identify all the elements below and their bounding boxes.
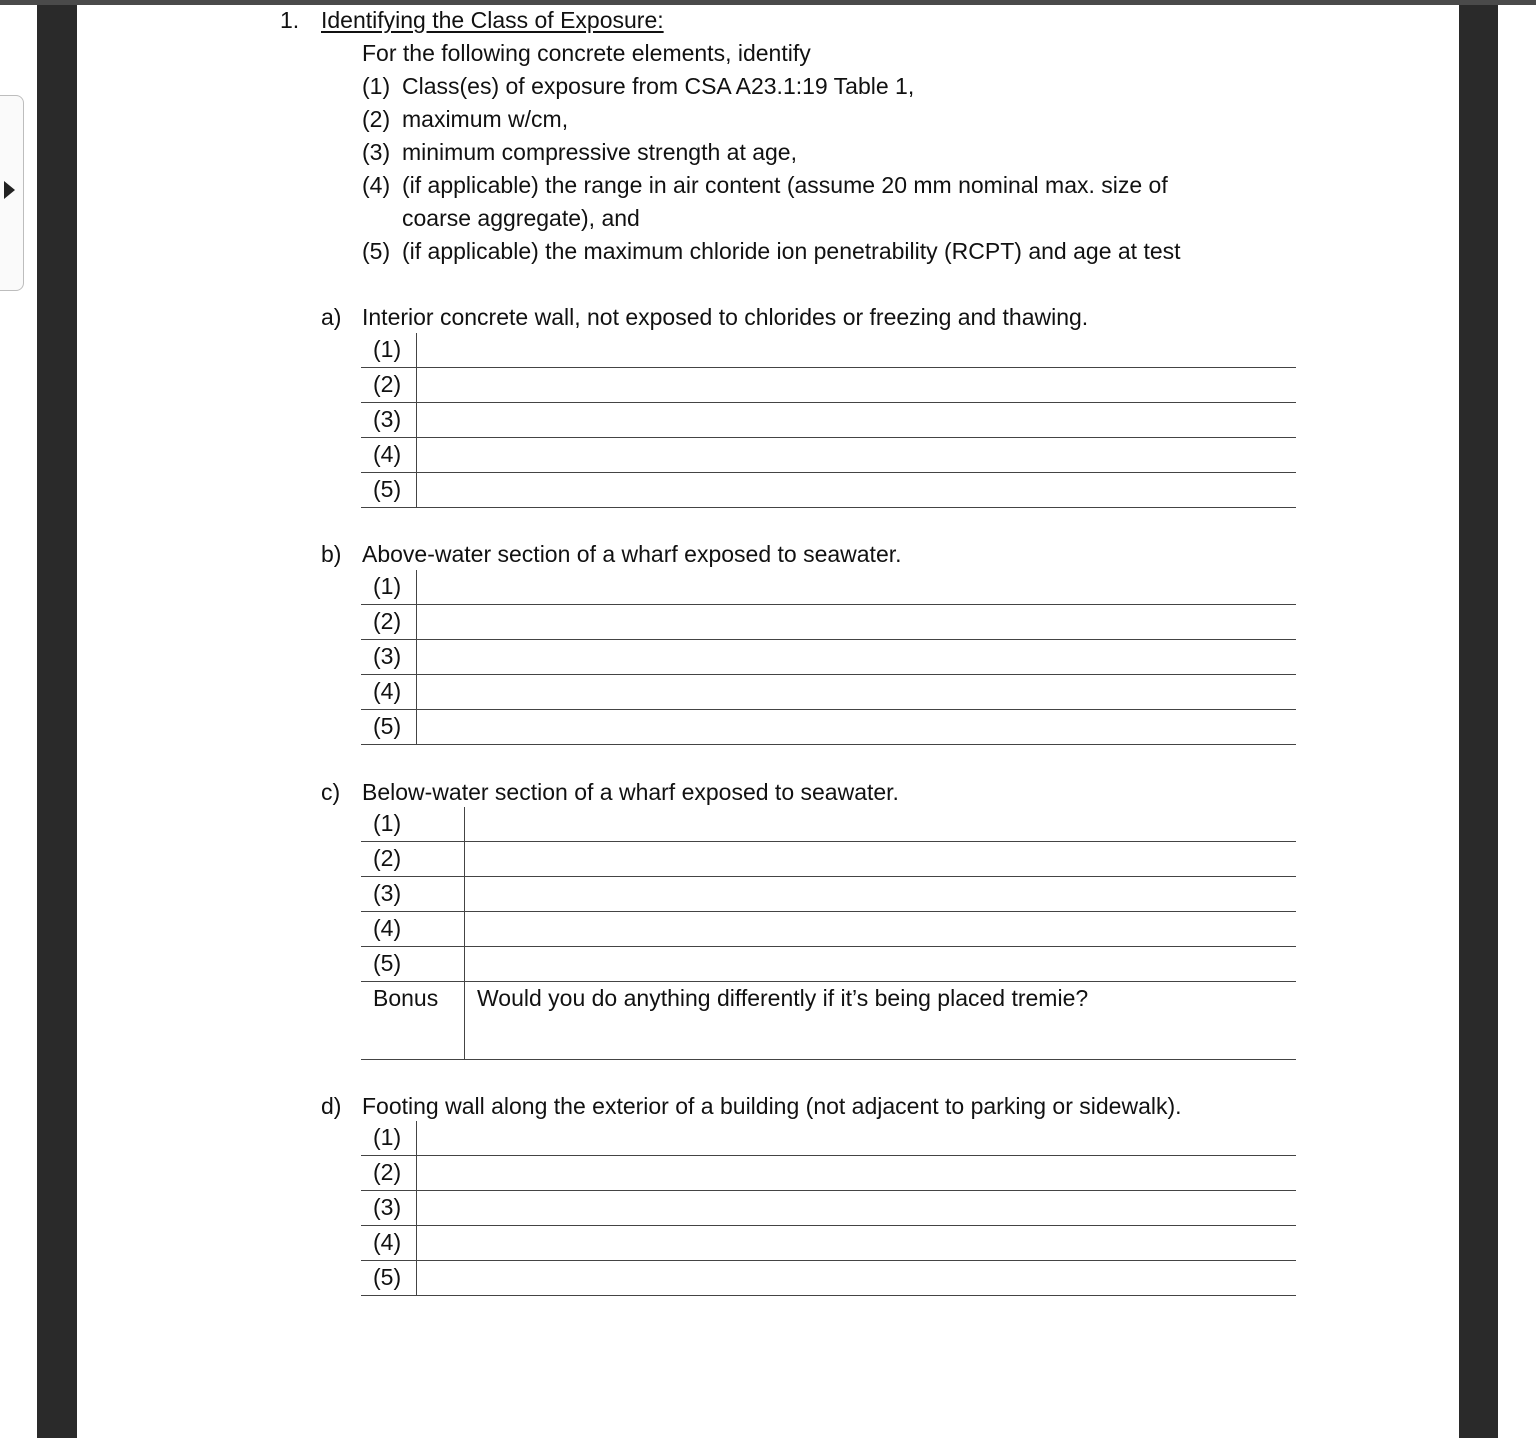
answer-cell[interactable]	[465, 877, 1296, 911]
bonus-row	[361, 982, 1296, 1060]
viewer-left-margin	[37, 5, 77, 1438]
answer-row	[361, 1156, 1296, 1191]
answer-row	[361, 605, 1296, 640]
requirement-text-continuation: coarse aggregate), and	[402, 205, 640, 231]
part-d-text: Footing wall along the exterior of a building (not adjacent to parking or sidewalk).	[362, 1093, 1182, 1119]
answer-cell[interactable]	[417, 1191, 1296, 1225]
part-d-letter: d)	[321, 1093, 342, 1119]
answer-cell[interactable]	[417, 1226, 1296, 1260]
answer-row	[361, 403, 1296, 438]
row-label: (3)	[361, 403, 417, 437]
row-label: (5)	[361, 1261, 417, 1295]
answer-cell[interactable]	[417, 605, 1296, 639]
question-intro: For the following concrete elements, identify	[362, 40, 811, 66]
answer-cell[interactable]	[465, 912, 1296, 946]
answer-row	[361, 877, 1296, 912]
requirement-text: maximum w/cm,	[402, 106, 569, 132]
requirement-number: (2)	[362, 106, 391, 132]
answer-cell[interactable]	[417, 438, 1296, 472]
answer-cell[interactable]	[417, 403, 1296, 437]
requirement-number: (1)	[362, 73, 391, 99]
part-a-text: Interior concrete wall, not exposed to chlorides or freezing and thawing.	[362, 304, 1089, 330]
answer-row	[361, 842, 1296, 877]
part-b-letter: b)	[321, 541, 342, 567]
answer-row	[361, 807, 1296, 842]
row-label: (3)	[361, 640, 417, 674]
viewer-right-margin	[1459, 5, 1498, 1438]
expand-arrow-icon[interactable]	[4, 181, 15, 199]
part-a-letter: a)	[321, 304, 342, 330]
answer-row	[361, 675, 1296, 710]
answer-row	[361, 1191, 1296, 1226]
part-b-answer-table	[361, 570, 1296, 745]
requirement-number: (5)	[362, 238, 391, 264]
answer-cell[interactable]	[417, 675, 1296, 709]
row-label: (3)	[361, 1191, 417, 1225]
row-label: (1)	[361, 1121, 417, 1155]
answer-row	[361, 473, 1296, 508]
answer-row	[361, 710, 1296, 745]
row-label: (4)	[361, 438, 417, 472]
part-c-answer-table	[361, 807, 1296, 1060]
bonus-question[interactable]: Would you do anything differently if it’s being placed tremie?	[477, 985, 1089, 1011]
viewer-top-bar	[0, 0, 1536, 5]
part-a-answer-table	[361, 333, 1296, 508]
answer-row	[361, 640, 1296, 675]
answer-row	[361, 1226, 1296, 1261]
bonus-label: Bonus	[361, 982, 465, 1059]
question-title: Identifying the Class of Exposure:	[321, 7, 664, 33]
answer-cell[interactable]	[465, 842, 1296, 876]
row-label: (4)	[361, 912, 465, 946]
question-number: 1.	[280, 7, 300, 33]
row-label: (2)	[361, 842, 465, 876]
part-d-answer-table	[361, 1121, 1296, 1296]
answer-cell[interactable]	[417, 640, 1296, 674]
requirement-number: (3)	[362, 139, 391, 165]
answer-cell[interactable]	[417, 333, 1296, 367]
answer-cell[interactable]	[417, 368, 1296, 402]
answer-row	[361, 1261, 1296, 1296]
answer-row	[361, 1121, 1296, 1156]
answer-row	[361, 368, 1296, 403]
row-label: (2)	[361, 1156, 417, 1190]
requirement-text: Class(es) of exposure from CSA A23.1:19 Table 1,	[402, 73, 915, 99]
answer-cell[interactable]	[417, 1121, 1296, 1155]
row-label: (1)	[361, 333, 417, 367]
requirement-text: (if applicable) the maximum chloride ion penetrability (RCPT) and age at test	[402, 238, 1181, 264]
answer-cell[interactable]	[417, 570, 1296, 604]
answer-cell[interactable]	[417, 1156, 1296, 1190]
row-label: (1)	[361, 570, 417, 604]
answer-cell[interactable]	[417, 1261, 1296, 1295]
answer-row	[361, 947, 1296, 982]
requirement-text: (if applicable) the range in air content (assume 20 mm nominal max. size of	[402, 172, 1168, 198]
part-c-letter: c)	[321, 779, 341, 805]
answer-cell[interactable]	[417, 710, 1296, 744]
row-label: (4)	[361, 675, 417, 709]
row-label: (3)	[361, 877, 465, 911]
requirement-text: minimum compressive strength at age,	[402, 139, 797, 165]
row-label: (2)	[361, 605, 417, 639]
requirement-number: (4)	[362, 172, 391, 198]
answer-cell[interactable]	[417, 473, 1296, 507]
answer-row	[361, 438, 1296, 473]
row-label: (4)	[361, 1226, 417, 1260]
answer-cell[interactable]	[465, 807, 1296, 841]
row-label: (5)	[361, 710, 417, 744]
answer-row	[361, 912, 1296, 947]
row-label: (1)	[361, 807, 465, 841]
part-c-text: Below-water section of a wharf exposed to seawater.	[362, 779, 899, 805]
part-b-text: Above-water section of a wharf exposed to seawater.	[362, 541, 902, 567]
row-label: (5)	[361, 473, 417, 507]
answer-row	[361, 570, 1296, 605]
answer-cell[interactable]	[465, 947, 1296, 981]
row-label: (2)	[361, 368, 417, 402]
row-label: (5)	[361, 947, 465, 981]
answer-row	[361, 333, 1296, 368]
